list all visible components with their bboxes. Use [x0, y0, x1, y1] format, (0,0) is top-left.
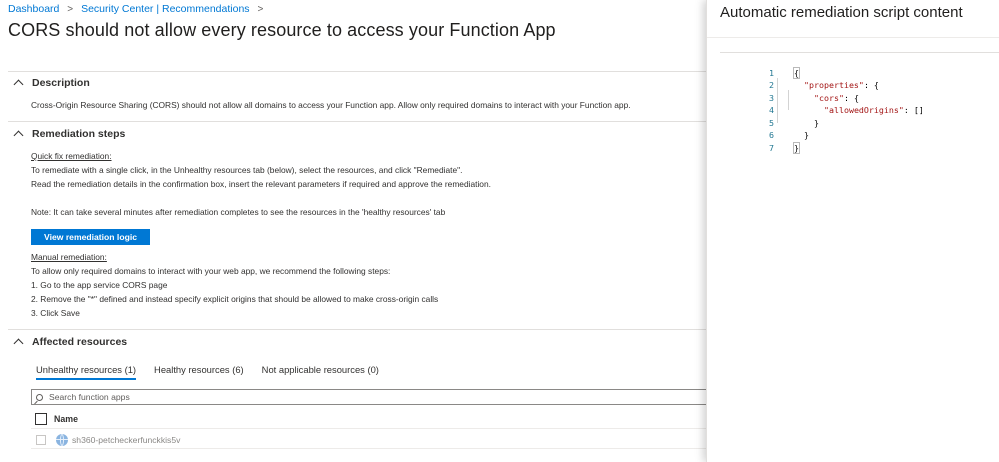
globe-icon [56, 434, 68, 446]
line-number: 5 [768, 117, 774, 128]
code-editor[interactable] [720, 52, 999, 153]
affected-resources-header: Affected resources [32, 336, 128, 348]
remediation-section-toggle[interactable] [14, 128, 125, 140]
line-number: 6 [768, 130, 774, 140]
row-checkbox[interactable] [36, 435, 46, 445]
search-input[interactable] [31, 389, 706, 405]
chevron-up-icon [14, 80, 24, 90]
line-number: 4 [768, 105, 774, 115]
description-text: Cross-Origin Resource Sharing (CORS) should not allow all domains to access your Function app. Allow only required domains to interact with your Function app. [31, 100, 631, 110]
line-number: 1 [768, 67, 774, 78]
code-text: : { [863, 80, 879, 90]
search-placeholder: Search function apps [49, 392, 130, 402]
remediation-note: Note: It can take several minutes after remediation completes to see the resources in the 'healthy resources' tab [31, 207, 446, 217]
code-line [720, 104, 819, 128]
remediation-script-blade [706, 0, 999, 462]
divider [8, 121, 706, 122]
code-line [720, 92, 924, 115]
code-line [720, 54, 799, 78]
manual-step-1: 1. Go to the app service CORS page [31, 280, 168, 290]
code-text: } [813, 117, 819, 128]
line-number: 7 [768, 142, 774, 153]
manual-remediation-label: Manual remediation: [31, 252, 107, 262]
blade-title: Automatic remediation script content [720, 4, 963, 21]
column-header-name[interactable]: Name [54, 413, 78, 424]
tab-healthy-resources[interactable]: Healthy resources (6) [154, 364, 244, 375]
manual-remediation-intro: To allow only required domains to interact with your web app, we recommend the following steps: [31, 266, 391, 276]
remediation-header: Remediation steps [32, 128, 126, 140]
line-number: 3 [768, 92, 774, 103]
line-number: 2 [768, 80, 774, 90]
resource-name: sh360-petcheckerfunckkis5v [72, 434, 181, 445]
view-remediation-logic-button[interactable]: View remediation logic [31, 229, 150, 245]
breadcrumb-separator: > [67, 4, 74, 15]
manual-step-2: 2. Remove the "*" defined and instead specify explicit origins that should be allowed to make cross-origin calls [31, 294, 439, 304]
resource-tabs [36, 364, 397, 380]
code-line [720, 79, 859, 103]
chevron-up-icon [14, 131, 24, 141]
code-text: : { [843, 92, 859, 103]
search-icon [36, 394, 43, 401]
quick-fix-label: Quick fix remediation: [31, 151, 112, 161]
tab-not-applicable-resources[interactable]: Not applicable resources (0) [261, 364, 379, 375]
code-key: "properties" [803, 80, 864, 90]
code-line [720, 129, 799, 153]
table-row[interactable] [31, 431, 706, 449]
divider [8, 71, 706, 72]
breadcrumb-dashboard-link[interactable]: Dashboard [8, 3, 60, 15]
tab-unhealthy-resources[interactable]: Unhealthy resources (1) [36, 364, 136, 380]
description-section-toggle[interactable] [14, 77, 90, 89]
code-text: { [793, 67, 799, 78]
code-text: } [803, 130, 809, 140]
code-text: : [] [903, 105, 924, 115]
chevron-up-icon [14, 339, 24, 349]
description-header: Description [32, 77, 90, 89]
quick-fix-details: Read the remediation details in the confirmation box, insert the relevant parameters if required and approve the remediation. [31, 179, 491, 189]
divider [8, 329, 706, 330]
code-line [720, 117, 809, 140]
select-all-checkbox[interactable] [35, 413, 47, 425]
code-key: "allowedOrigins" [823, 105, 904, 115]
manual-step-3: 3. Click Save [31, 308, 80, 318]
code-key: "cors" [813, 92, 844, 103]
table-header [31, 409, 706, 429]
page-title: CORS should not allow every resource to access your Function App [8, 20, 556, 40]
breadcrumb-security-center-link[interactable]: Security Center | Recommendations [81, 3, 250, 15]
code-text: } [793, 142, 799, 153]
breadcrumb-separator: > [257, 4, 264, 15]
divider [707, 37, 999, 38]
affected-resources-section-toggle[interactable] [14, 336, 127, 348]
code-line [720, 67, 879, 90]
breadcrumb [8, 3, 268, 15]
quick-fix-instructions: To remediate with a single click, in the Unhealthy resources tab (below), select the resources, and click "Remediate". [31, 165, 463, 175]
